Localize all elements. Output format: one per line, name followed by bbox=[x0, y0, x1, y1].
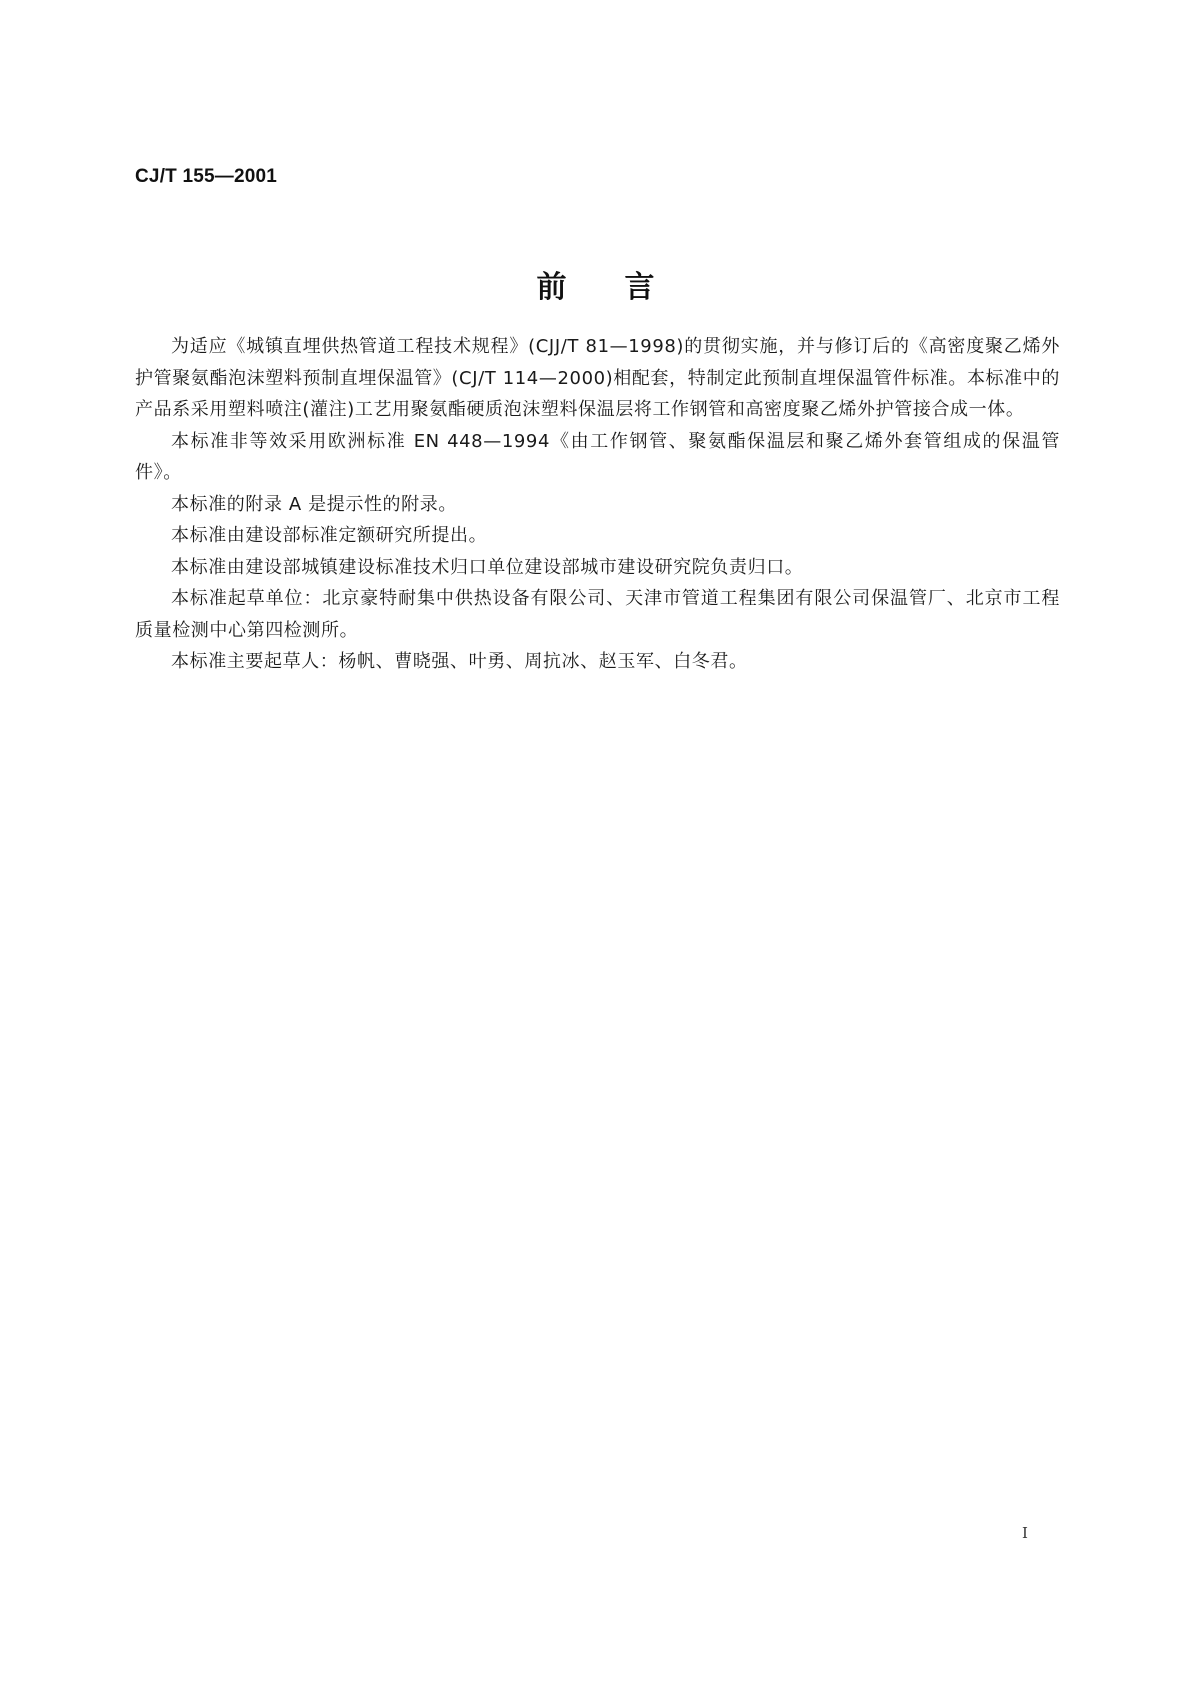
paragraph-purpose: 为适应《城镇直埋供热管道工程技术规程》(CJJ/T 81—1998)的贯彻实施，并与修订后的《高密度聚乙烯外护管聚氨酯泡沫塑料预制直埋保温管》(CJ/T 114—2000)相配套，特制定此预制直埋保温管件标准。本标准中的产品系采用塑料喷注(灌注)工艺用聚氨酯硬质泡沫塑料保温层将工作钢管和高密度聚乙烯外护管接合成一体。 bbox=[135, 336, 1060, 420]
paragraph-centralized-unit: 本标准由建设部城镇建设标准技术归口单位建设部城市建设研究院负责归口。 bbox=[171, 556, 804, 578]
paragraph-appendix: 本标准的附录 A 是提示性的附录。 bbox=[171, 493, 457, 515]
foreword-body bbox=[135, 331, 1060, 678]
paragraph-drafters: 本标准主要起草人：杨帆、曹晓强、叶勇、周抗冰、赵玉军、白冬君。 bbox=[171, 651, 748, 672]
page-number: I bbox=[1022, 1524, 1028, 1542]
paragraph-equivalence: 本标准非等效采用欧洲标准 EN 448—1994《由工作钢管、聚氨酯保温层和聚乙烯外套管组成的保温管件》。 bbox=[135, 430, 1060, 483]
foreword-title: 前言 bbox=[536, 270, 713, 305]
standard-code: CJ/T 155—2001 bbox=[135, 166, 278, 187]
paragraph-drafting-units: 本标准起草单位：北京豪特耐集中供热设备有限公司、天津市管道工程集团有限公司保温管厂、北京市工程质量检测中心第四检测所。 bbox=[135, 588, 1060, 641]
paragraph-proposer: 本标准由建设部标准定额研究所提出。 bbox=[171, 525, 488, 546]
